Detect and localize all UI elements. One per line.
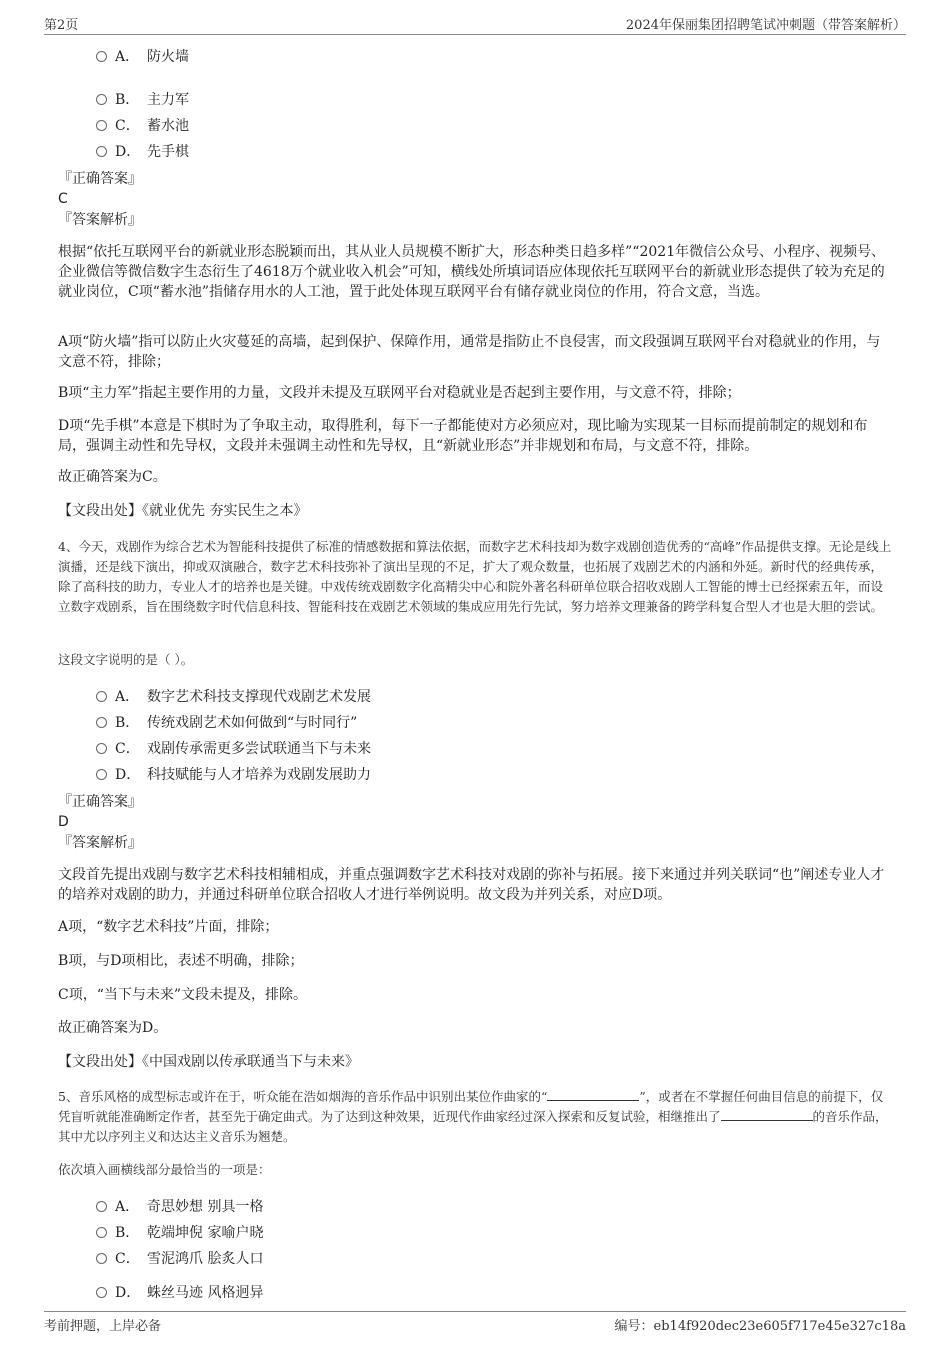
q5-option-b[interactable]: B． 乾端坤倪 家喻户晓 <box>96 1223 263 1243</box>
q3-answer-label: 『正确答案』 <box>58 171 142 187</box>
q4-analysis-label: 『答案解析』 <box>58 835 142 851</box>
page-footer <box>44 1311 906 1334</box>
q4-answer: D <box>58 814 69 830</box>
document-id: 编号：eb14f920dec23e605f717e45e327c18a <box>614 1319 906 1334</box>
radio-icon[interactable] <box>96 120 107 131</box>
q3-analysis-para-5: 故正确答案为C。 <box>58 469 167 485</box>
q5-prompt: 依次填入画横线部分最恰当的一项是： <box>58 1162 271 1177</box>
q5-stem: 5、音乐风格的成型标志或许在于，听众能在浩如烟海的音乐作品中识别出某位作曲家的“ ”，或者在不掌握任何曲目信息的前提下，仅凭盲听就能准确断定作者，甚至先于确定曲式。为了达到这种效果，近现代作曲家经过深入探索和反复试验，相继推出了 的音乐作品，其中尤以序列主义和达达主义音乐为翘楚。 <box>58 1089 888 1144</box>
q5-option-a[interactable]: A． 奇思妙想 别具一格 <box>96 1197 263 1217</box>
radio-icon[interactable] <box>96 1287 107 1298</box>
q3-option-d[interactable]: D． 先手棋 <box>96 142 189 162</box>
q4-analysis-para-1: 文段首先提出戏剧与数字艺术科技相辅相成，并重点强调数字艺术科技对戏剧的弥补与拓展。接下来通过并列关联词“也”阐述专业人才的培养对戏剧的助力，并通过科研单位联合招收人才进行举例说明。故文段为并列关系，对应D项。 <box>58 867 885 903</box>
fill-blank-2[interactable] <box>721 1108 813 1121</box>
q4-analysis-para-5: 故正确答案为D。 <box>58 1020 168 1036</box>
radio-icon[interactable] <box>96 94 107 105</box>
footer-slogan: 考前押题，上岸必备 <box>44 1319 162 1334</box>
q3-option-b[interactable]: B． 主力军 <box>96 90 189 110</box>
radio-icon[interactable] <box>96 51 107 62</box>
q3-analysis-para-4: D项“先手棋”本意是下棋时为了争取主动，取得胜利，每下一子都能使对方必须应对，现比喻为实现某一目标而提前制定的规划和布局，强调主动性和先导权，文段并未强调主动性和先导权，且“新就业形态”并非规划和布局，与文意不符，排除。 <box>58 418 868 454</box>
page-number: 第2页 <box>44 18 79 33</box>
q3-analysis-para-2: A项“防火墙”指可以防止火灾蔓延的高墙，起到保护、保障作用，通常是指防止不良侵害，而文段强调互联网平台对稳就业的作用，与文意不符，排除； <box>58 334 881 370</box>
q3-analysis-para-3: B项“主力军”指起主要作用的力量，文段并未提及互联网平台对稳就业是否起到主要作用，与文意不符，排除； <box>58 385 741 401</box>
q4-analysis-para-4: C项，“当下与未来”文段未提及，排除。 <box>58 987 308 1003</box>
q3-answer: C <box>58 191 68 207</box>
q4-option-d[interactable]: D． 科技赋能与人才培养为戏剧发展助力 <box>96 765 371 785</box>
q3-option-a[interactable]: A． 防火墙 <box>96 47 189 67</box>
q4-source: 【文段出处】《中国戏剧以传承联通当下与未来》 <box>58 1054 359 1070</box>
q3-analysis-para-1: 根据“依托互联网平台的新就业形态脱颖而出，其从业人员规模不断扩大，形态种类日趋多样”“2021年微信公众号、小程序、视频号、企业微信等微信数字生态衍生了4618万个就业收入机会”可知，横线处所填词语应体现依托互联网平台的新就业形态提供了较为充足的就业岗位，C项“蓄水池”指储存用水的人工池，置于此处体现互联网平台有储存就业岗位的作用，符合文意，当选。 <box>58 244 886 300</box>
q5-option-c[interactable]: C． 雪泥鸿爪 脍炙人口 <box>96 1249 263 1269</box>
document-title: 2024年保丽集团招聘笔试冲刺题（带答案解析） <box>625 18 906 33</box>
q4-option-a[interactable]: A． 数字艺术科技支撑现代戏剧艺术发展 <box>96 687 371 707</box>
q4-stem: 4、今天，戏剧作为综合艺术为智能科技提供了标准的情感数据和算法依据，而数字艺术科技却为数字戏剧创造优秀的“高峰”作品提供支撑。无论是线上演播，还是线下演出，抑或双演融合，数字艺术科技弥补了演出呈现的不足，扩大了观众数量，也拓展了戏剧艺术的内涵和外延。新时代的经典传承，除了高科技的助力，专业人才的培养也是关键。中戏传统戏剧数字化高精尖中心和院外著名科研单位联合招收戏剧人工智能的博士已经探索五年，而设立数字戏剧系，旨在围绕数字时代信息科技、智能科技在戏剧艺术领域的集成应用先行先试，努力培养文理兼备的跨学科复合型人才也是大胆的尝试。 <box>58 539 892 614</box>
radio-icon[interactable] <box>96 769 107 780</box>
radio-icon[interactable] <box>96 743 107 754</box>
q3-analysis-label: 『答案解析』 <box>58 212 142 228</box>
q5-option-d[interactable]: D． 蛛丝马迹 风格迥异 <box>96 1283 263 1303</box>
fill-blank-1[interactable] <box>547 1088 639 1101</box>
radio-icon[interactable] <box>96 1253 107 1264</box>
radio-icon[interactable] <box>96 717 107 728</box>
q3-option-c[interactable]: C． 蓄水池 <box>96 116 189 136</box>
radio-icon[interactable] <box>96 146 107 157</box>
q4-analysis-para-2: A项，“数字艺术科技”片面，排除； <box>58 919 279 935</box>
q4-option-c[interactable]: C． 戏剧传承需更多尝试联通当下与未来 <box>96 739 371 759</box>
q4-option-b[interactable]: B． 传统戏剧艺术如何做到“与时同行” <box>96 713 357 733</box>
radio-icon[interactable] <box>96 1227 107 1238</box>
q4-prompt: 这段文字说明的是（ ）。 <box>58 652 194 667</box>
page-header <box>44 12 906 35</box>
q4-analysis-para-3: B项，与D项相比，表述不明确，排除； <box>58 953 304 969</box>
q3-source: 【文段出处】《就业优先 夯实民生之本》 <box>58 503 308 519</box>
q4-answer-label: 『正确答案』 <box>58 794 142 810</box>
radio-icon[interactable] <box>96 1201 107 1212</box>
radio-icon[interactable] <box>96 691 107 702</box>
